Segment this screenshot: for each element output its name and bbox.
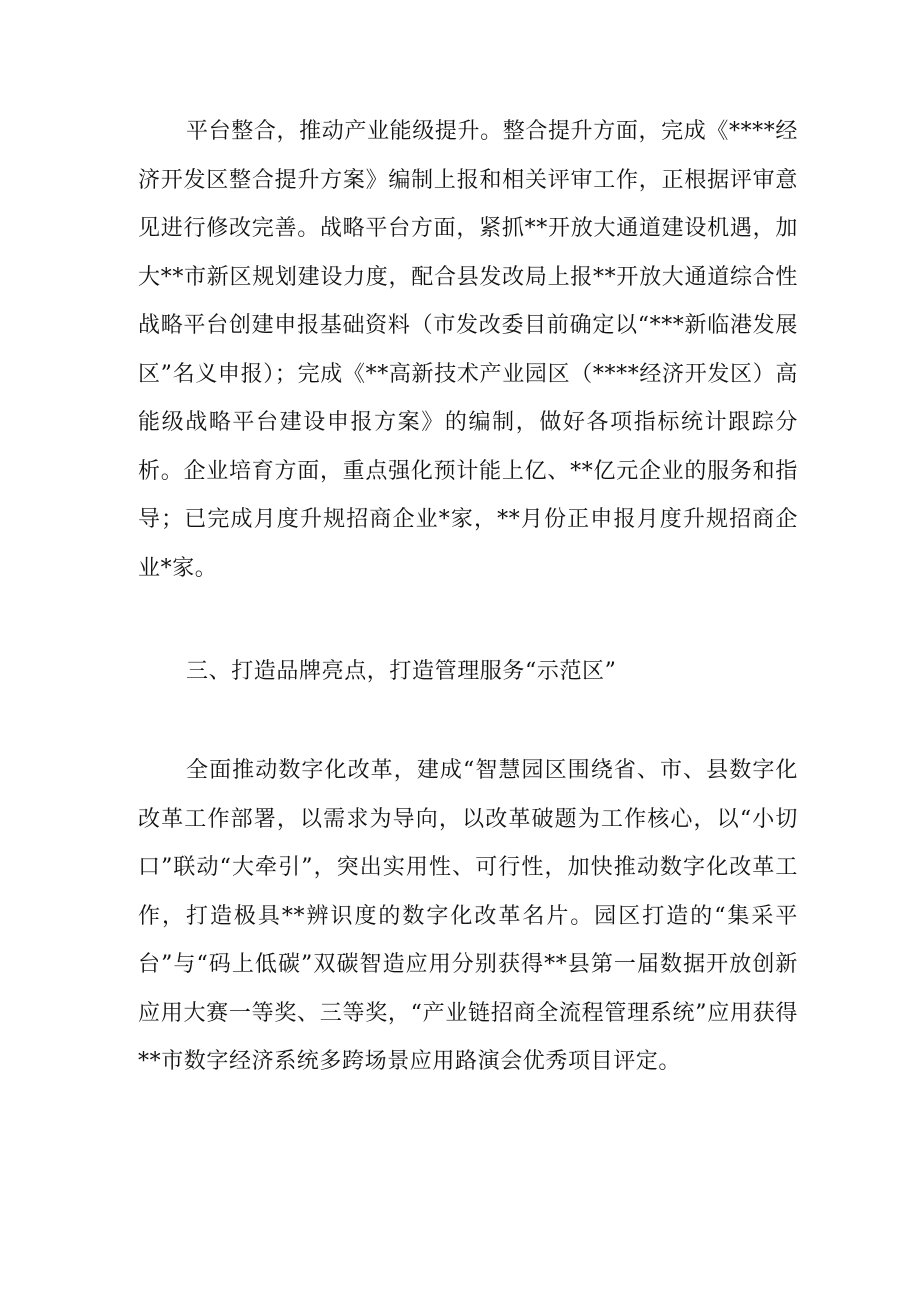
section-heading-brand-highlights: 三、打造品牌亮点，打造管理服务“示范区”	[186, 659, 617, 684]
paragraph-digital-reform: 全面推动数字化改革，建成“智慧园区围绕省、市、县数字化改革工作部署，以需求为导向，以改革破题为工作核心，以“小切口”联动“大牵引”，突出实用性、可行性，加快推动数字化改革工作，打造极具**辨识度的数字化改革名片。园区打造的“集采平台”与“码上低碳”双碳智造应用分别获得**县第一届数据开放创新应用大赛一等奖、三等奖，“产业链招商全流程管理系统”应用获得**市数字经济系统多跨场景应用路演会优秀项目评定。	[138, 758, 798, 1074]
paragraph-platform-integration: 平台整合，推动产业能级提升。整合提升方面，完成《****经济开发区整合提升方案》编制上报和相关评审工作，正根据评审意见进行修改完善。战略平台方面，紧抓**开放大通道建设机遇，加大**市新区规划建设力度，配合县发改局上报**开放大通道综合性战略平台创建申报基础资料（市发改委目前确定以“***新临港发展区”名义申报）；完成《**高新技术产业园区（****经济开发区）高能级战略平台建设申报方案》的编制，做好各项指标统计跟踪分析。企业培育方面，重点强化预计能上亿、**亿元企业的服务和指导；已完成月度升规招商企业*家，**月份正申报月度升规招商企业*家。	[138, 119, 798, 581]
